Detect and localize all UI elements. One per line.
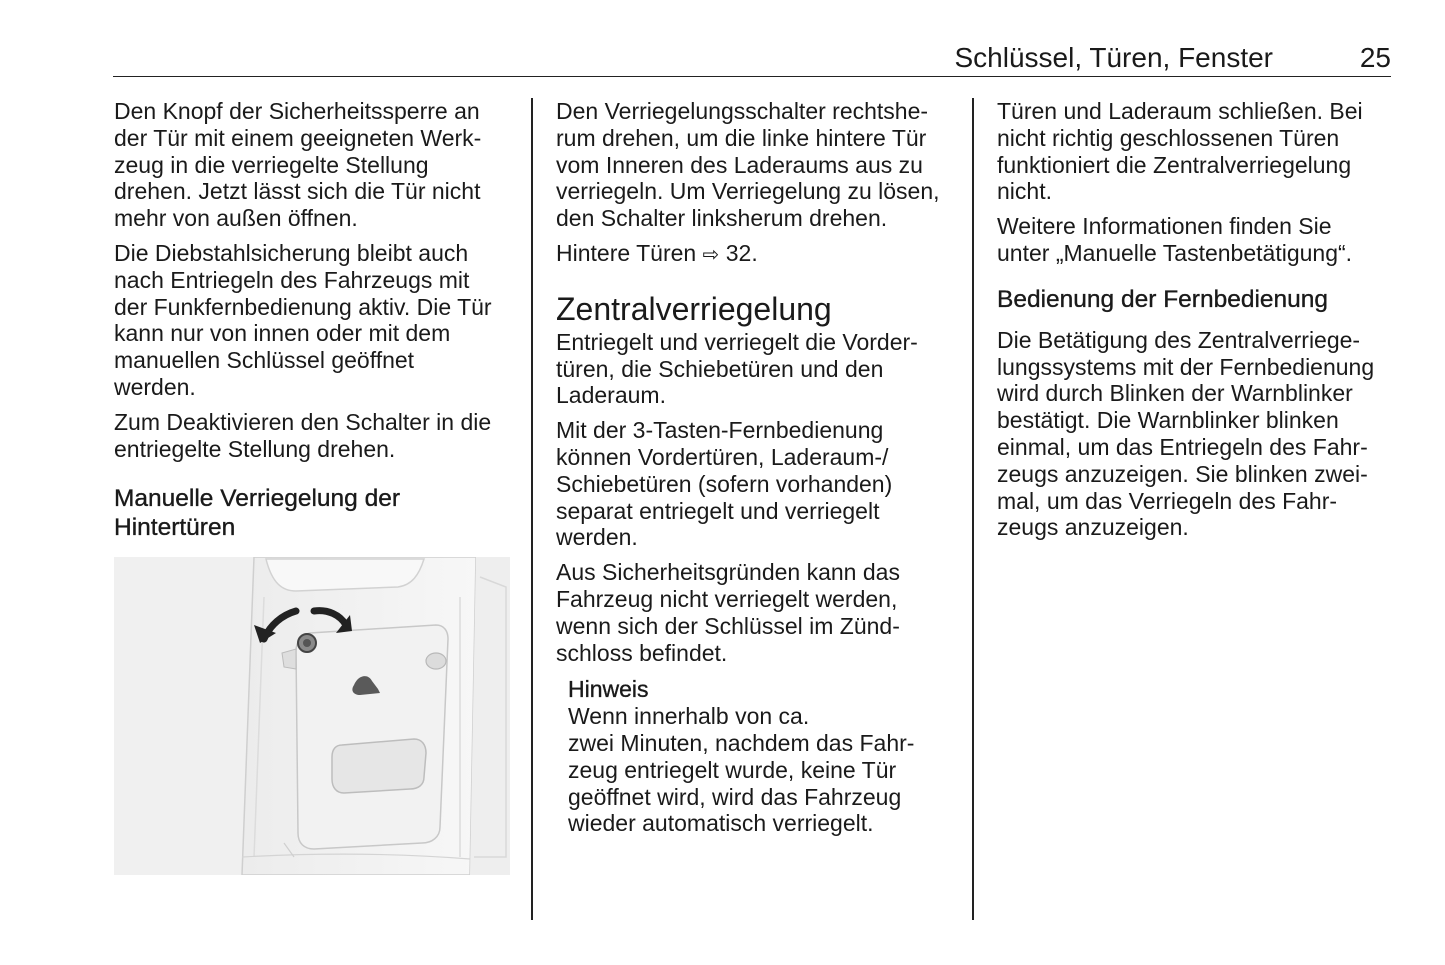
text-line: manuellen Schlüssel geöffnet: [114, 347, 415, 374]
text-line: Die Betätigung des Zentralverriege-: [997, 326, 1361, 353]
column-divider: [531, 98, 533, 920]
paragraph: [114, 98, 514, 232]
text-line: Entriegelt und verriegelt die Vorder-: [556, 328, 918, 355]
paragraph: [997, 213, 1397, 267]
column-1: [114, 98, 514, 555]
text-line: nach Entriegeln des Fahrzeugs mit: [114, 266, 470, 293]
text-line: Fahrzeug nicht verriegelt werden,: [556, 585, 898, 612]
text-line: geöffnet wird, wird das Fahrzeug: [568, 783, 902, 810]
paragraph: [114, 409, 514, 463]
text-line: wird durch Blinken der Warnblinker: [997, 380, 1353, 407]
text-line: einmal, um das Entriegeln des Fahr-: [997, 433, 1368, 460]
text-line: mehr von außen öffnen.: [114, 205, 358, 232]
text-line: vom Inneren des Laderaums aus zu: [556, 151, 923, 178]
text-line: Die Diebstahlsicherung bleibt auch: [114, 239, 469, 266]
text-line: der Tür mit einem geeigneten Werk-: [114, 124, 482, 151]
text-line: wenn sich der Schlüssel im Zünd-: [556, 612, 900, 639]
xref-page: 32.: [725, 239, 758, 266]
paragraph: [114, 240, 514, 401]
text-line: zeugs anzuzeigen. Sie blinken zwei-: [997, 460, 1368, 487]
paragraph: [556, 329, 956, 409]
text-line: wieder automatisch verriegelt.: [568, 810, 874, 837]
text-line: Aus Sicherheitsgründen kann das: [556, 559, 900, 586]
text-line: funktioniert die Zentralverriegelung: [997, 151, 1352, 178]
page-number: 25: [1359, 42, 1391, 73]
paragraph: [997, 98, 1397, 205]
text-line: Den Knopf der Sicherheitssperre an: [114, 98, 480, 124]
text-line: zeugs anzuzeigen.: [997, 514, 1189, 541]
page-header: [113, 40, 1391, 77]
text-line: separat entriegelt und verriegelt: [556, 497, 880, 524]
text-line: können Vordertüren, Laderaum-/: [556, 443, 889, 470]
cross-reference[interactable]: [556, 240, 956, 269]
text-line: türen, die Schiebetüren und den: [556, 355, 884, 382]
text-line: zeug in die verriegelte Stellung: [114, 151, 429, 178]
text-line: unter „Manuelle Tastenbetätigung“.: [997, 239, 1353, 266]
text-line: Wenn innerhalb von ca.: [568, 703, 810, 730]
column-divider: [972, 98, 974, 920]
text-line: Türen und Laderaum schließen. Bei: [997, 98, 1363, 124]
text-line: werden.: [556, 524, 638, 551]
note-title: Hinweis: [568, 676, 649, 703]
text-line: werden.: [114, 373, 196, 400]
arrow-reference-icon: ⇨: [702, 243, 720, 266]
text-line: Mit der 3-Tasten-Fernbedienung: [556, 417, 884, 444]
heading-line: Manuelle Verriegelung der: [114, 485, 401, 513]
note-block: [568, 676, 956, 837]
text-line: den Schalter linksherum drehen.: [556, 205, 888, 232]
xref-text: Hintere Türen: [556, 239, 697, 266]
text-line: Den Verriegelungsschalter rechtshe-: [556, 98, 929, 124]
rear-door-lock-illustration: [114, 557, 510, 875]
text-line: bestätigt. Die Warnblinker blinken: [997, 407, 1339, 434]
heading-line: Hintertüren: [114, 514, 236, 542]
column-2: [556, 98, 956, 837]
paragraph: [556, 417, 956, 551]
text-line: der Funkfernbedienung aktiv. Die Tür: [114, 293, 492, 320]
text-line: entriegelte Stellung drehen.: [114, 435, 396, 462]
text-line: mal, um das Verriegeln des Fahr-: [997, 487, 1338, 514]
text-line: kann nur von innen oder mit dem: [114, 320, 451, 347]
text-line: schloss befindet.: [556, 639, 728, 666]
text-line: Weitere Informationen finden Sie: [997, 213, 1332, 240]
paragraph: [997, 327, 1397, 541]
text-line: Zum Deaktivieren den Schalter in die: [114, 408, 492, 435]
text-line: zeug entriegelt wurde, keine Tür: [568, 756, 897, 783]
text-line: rum drehen, um die linke hintere Tür: [556, 124, 927, 151]
section-heading: [114, 484, 514, 542]
section-title: Schlüssel, Türen, Fenster: [954, 42, 1273, 73]
text-line: Schiebetüren (sofern vorhanden): [556, 470, 893, 497]
paragraph: [556, 559, 956, 666]
text-line: nicht richtig geschlossenen Türen: [997, 124, 1340, 151]
text-line: Laderaum.: [556, 382, 666, 409]
section-heading: Bedienung der Fernbedienung: [997, 285, 1329, 313]
text-line: nicht.: [997, 178, 1052, 205]
text-line: drehen. Jetzt lässt sich die Tür nicht: [114, 178, 481, 205]
text-line: lungssystems mit der Fernbedienung: [997, 353, 1375, 380]
column-3: [997, 98, 1397, 549]
paragraph: [556, 98, 956, 232]
text-line: verriegeln. Um Verriegelung zu lösen,: [556, 178, 940, 205]
text-line: zwei Minuten, nachdem das Fahr-: [568, 729, 915, 756]
chapter-heading: Zentralverriegelung: [556, 290, 832, 327]
